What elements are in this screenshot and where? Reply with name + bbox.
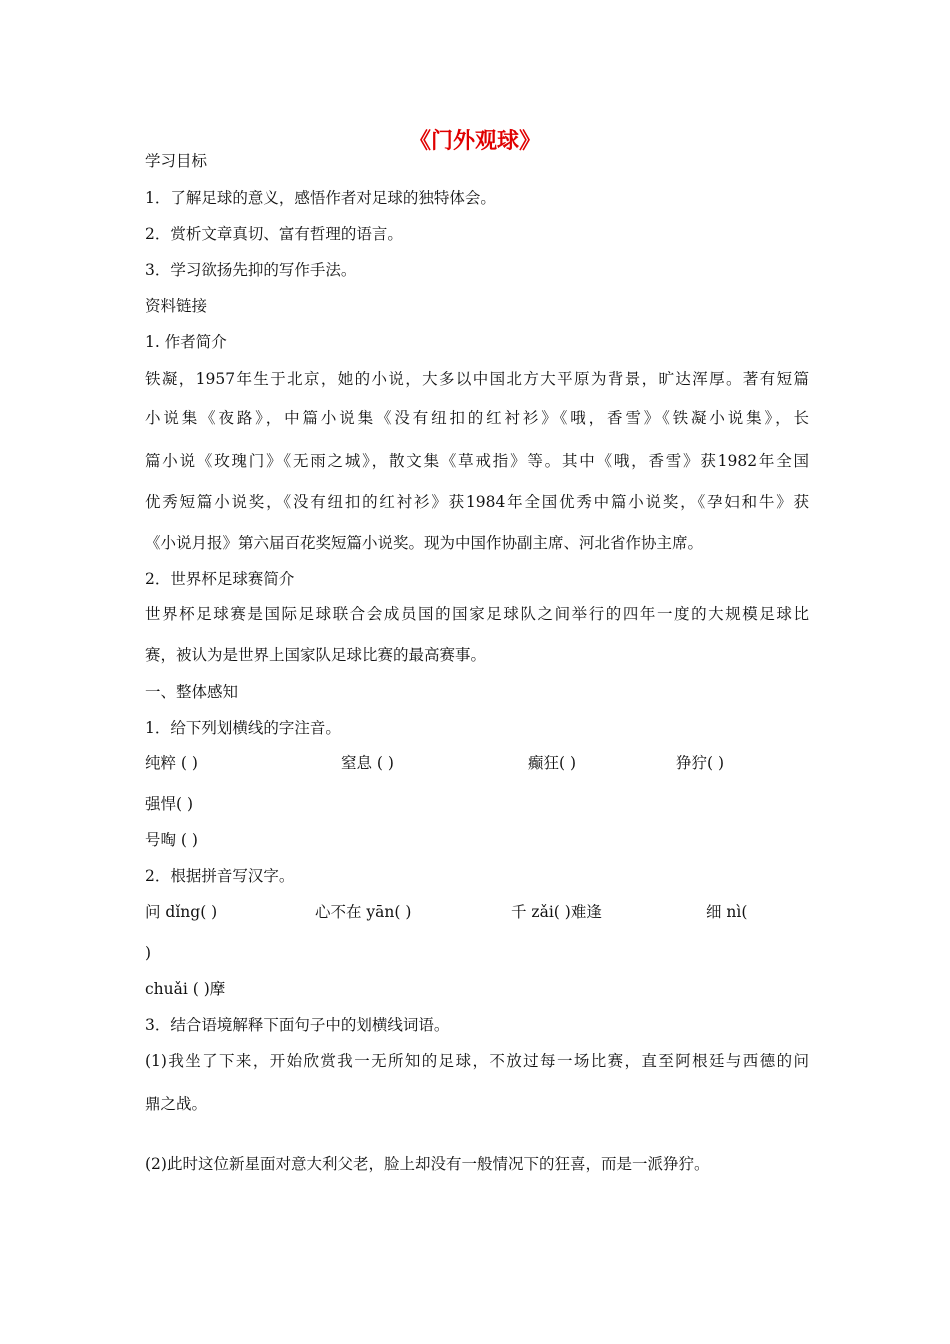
author-heading: 1. 作者简介 <box>145 333 227 351</box>
objective-item: 3．学习欲扬先抑的写作手法。 <box>145 261 357 279</box>
worldcup-paragraph-line: 赛，被认为是世界上国家队足球比赛的最高赛事。 <box>145 646 487 664</box>
question-prompt: 3．结合语境解释下面句子中的划横线词语。 <box>145 1016 450 1034</box>
pinyin-blank-item: 窒息 ( ) <box>341 754 394 772</box>
pinyin-blank-item: 狰狞( ) <box>676 754 725 772</box>
objective-item: 2．赏析文章真切、富有哲理的语言。 <box>145 225 403 243</box>
hanzi-blank-item: 千 zǎi( )难逢 <box>511 903 602 921</box>
sentence-line: (1)我坐了下来，开始欣赏我一无所知的足球，不放过每一场比赛，直至阿根廷与西德的问 <box>145 1052 809 1070</box>
worldcup-heading: 2．世界杯足球赛简介 <box>145 570 295 588</box>
worldcup-paragraph-line: 世界杯足球赛是国际足球联合会成员国的国家足球队之间举行的四年一度的大规模足球比 <box>145 605 809 623</box>
sentence-line: 鼎之战。 <box>145 1095 208 1113</box>
objectives-heading: 学习目标 <box>145 152 208 170</box>
hanzi-blank-item: 细 nì( <box>706 903 748 921</box>
author-paragraph-line: 优秀短篇小说奖，《没有纽扣的红衬衫》获1984年全国优秀中篇小说奖，《孕妇和牛》获 <box>145 493 809 511</box>
sentence-line: (2)此时这位新星面对意大利父老，脸上却没有一般情况下的狂喜，而是一派狰狞。 <box>145 1155 710 1173</box>
hanzi-blank-item: chuǎi ( )摩 <box>145 980 226 998</box>
pinyin-blank-item: 强悍( ) <box>145 795 194 813</box>
author-paragraph-line: 铁凝，1957年生于北京，她的小说，大多以中国北方大平原为背景，旷达浑厚。著有短篇 <box>145 370 809 388</box>
objective-item: 1．了解足球的意义，感悟作者对足球的独特体会。 <box>145 189 496 207</box>
hanzi-blank-item: 心不在 yān( ) <box>315 903 412 921</box>
pinyin-blank-item: 号啕 ( ) <box>145 831 198 849</box>
author-paragraph-line: 篇小说《玫瑰门》《无雨之城》，散文集《草戒指》等。其中《哦，香雪》获1982年全国 <box>145 452 809 470</box>
hanzi-blank-item: ) <box>145 944 152 962</box>
question-prompt: 2．根据拼音写汉字。 <box>145 867 295 885</box>
pinyin-blank-item: 纯粹 ( ) <box>145 754 198 772</box>
hanzi-blank-item: 问 dǐng( ) <box>145 903 218 921</box>
question-prompt: 1．给下列划横线的字注音。 <box>145 719 341 737</box>
materials-heading: 资料链接 <box>145 297 208 315</box>
pinyin-blank-item: 癫狂( ) <box>528 754 577 772</box>
document-title: 《门外观球》 <box>408 129 541 154</box>
section-heading: 一、整体感知 <box>145 683 239 701</box>
author-paragraph-line: 小说集《夜路》，中篇小说集《没有纽扣的红衬衫》《哦，香雪》《铁凝小说集》，长 <box>145 409 809 427</box>
author-paragraph-line: 《小说月报》第六届百花奖短篇小说奖。现为中国作协副主席、河北省作协主席。 <box>145 534 704 552</box>
